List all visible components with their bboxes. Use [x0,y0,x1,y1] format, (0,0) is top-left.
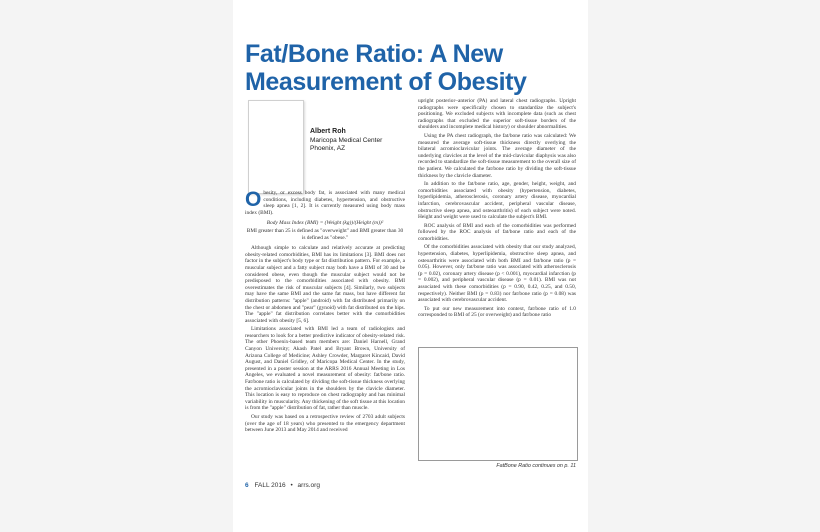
body-paragraph: Limitations associated with BMI led a team of radiologists and researchers to look for a better predictive indicator of obesity-related risk. The other Phoenix-based team members are: Daniel Harnell, Grand Canyon University; Akash Patel and Bryant Brown, University of Arizona College of Medicine; Ashley Crowder, Margaret Kincaid, David August, and Daniel Gridley, of Maricopa Medical Center. In the study, presented in a poster session at the ARRS 2016 Annual Meeting in Los Angeles, we evaluated a novel measurement of obesity: fat/bone ratio. Fat/bone ratio is calculated by dividing the soft-tissue thickness overlying the acromioclavicular joints in the shoulders by the clavicle diameter. This location is easy to reproduce on chest radiography and has minimal variability in muscularity. Any thickening of the soft tissue at this location is from the "apple" distribution of fat, rather than muscle. [245,326,405,412]
body-paragraph: Using the PA chest radiograph, the fat/bone ratio was calculated: We measured the average soft-tissue thickness directly overlying the bilateral acromioclavicular joints. The average diameter of the underlying clavicles at the level of the mid-clavicular diaphysis was also recorded to standardize the soft-tissue measurement to the overall size of the patient. We calculated the fat/bone ratio by dividing the soft-tissue thickness by the clavicle diameter. [418,132,576,179]
page-footer [245,482,320,489]
page-number: 6 [245,482,249,489]
bmi-formula-note: BMI greater than 25 is defined as "overweight" and BMI greater than 30 is defined as "obese." [246,227,404,241]
site-label: arrs.org [297,482,320,489]
continues-note: FatBone Ratio continues on p. 11 [496,463,576,469]
intro-paragraph [245,190,405,216]
body-paragraph: Although simple to calculate and relatively accurate at predicting obesity-related comorbidities, BMI has its limitations [3]. BMI does not factor in the subject's body type or fat distribution pattern. For example, a muscular subject and a fatty subject may both have a BMI of 30 and be considered obese, even though the muscular subject would not be predisposed to the comorbidities associated with obesity. BMI overestimates the risk of muscular subjects [4]. Similarly, two subjects may have the same BMI and the same fat mass, but have different fat distribution patterns: "apple" (android) with fat distributed primarily on the chest or abdomen and "pear" (gynoid) with fat distributed on the hips. The "apple" fat distribution correlates better with the comorbidities associated with obesity [5, 6]. [245,245,405,324]
author-block [310,128,382,154]
issue-label: FALL 2016 [254,482,286,489]
drop-cap: O [245,188,262,211]
body-paragraph: Of the comorbidities associated with obesity that our study analyzed, hypertension, diabetes, hyperlipidemia, obstructive sleep apnea, and osteoarthritis were associated with both BMI and fat/bone ratio (p = 0.05). However, only fat/bone ratio was associated with atherosclerosis (p = 0.02), coronary artery disease (p < 0.001), myocardial infarction (p = 0.002), and peripheral vascular disease (p = 0.01). BMI was not associated with these comorbidities (p = 0.90, 0.42, 0.25, and 0.50, respectively). Neither BMI (p = 0.83) nor fat/bone ratio (p = 0.08) was associated with cerebrovascular accident. [418,244,576,304]
left-column [245,190,405,436]
author-location: Phoenix, AZ [310,145,346,152]
bmi-formula: Body Mass Index (BMI) = (Weight (kg))/(Height (m))² [266,220,384,227]
body-paragraph: Our study was based on a retrospective review of 2703 adult subjects (over the age of 18 years) who presented to the emergency department between June 2013 and May 2014 and received [245,414,405,434]
body-paragraph: upright posterior–anterior (PA) and lateral chest radiographs. Upright radiographs were specifically chosen to standardize the subject's positioning. We excluded subjects with incomplete data (such as chest radiographs that excluded the superior soft-tissue borders of the shoulders and incomplete medical history) or shoulder abnormalities. [418,98,576,131]
footer-separator: • [290,482,293,489]
author-affiliation: Maricopa Medical Center [310,136,383,144]
body-paragraph: ROC analysis of BMI and each of the comorbidities was performed followed by the ROC analysis of fat/bone ratio and each of the comorbidities. [418,222,576,242]
article-title [245,40,575,96]
figure-placeholder [418,347,578,461]
intro-text: besity, or excess body fat, is associated with many medical conditions, including diabetes, hypertension, and obstructive sleep apnea [1, 2]. It is currently measured using body mass index (BMI). [245,190,405,216]
author-photo [248,100,304,194]
title-line-2: Measurement of Obesity [245,68,527,96]
body-paragraph: In addition to the fat/bone ratio, age, gender, height, weight, and comorbidities associated with obesity (hypertension, diabetes, hyperlipidemia, atherosclerosis, coronary artery disease, myocardial infarction, cerebrovascular accident, peripheral vascular disease, obstructive sleep apnea, and osteoarthritis) of each subject were noted. Height and weight were used to calculate the subject's BMI. [418,181,576,221]
author-name: Albert Roh [310,128,346,135]
right-column [418,98,576,321]
body-paragraph: To put our new measurement into context, fat/bone ratio of 1.0 corresponded to BMI of 25 (or overweight) and fat/bone ratio [418,305,576,319]
title-line-1: Fat/Bone Ratio: A New [245,40,503,68]
